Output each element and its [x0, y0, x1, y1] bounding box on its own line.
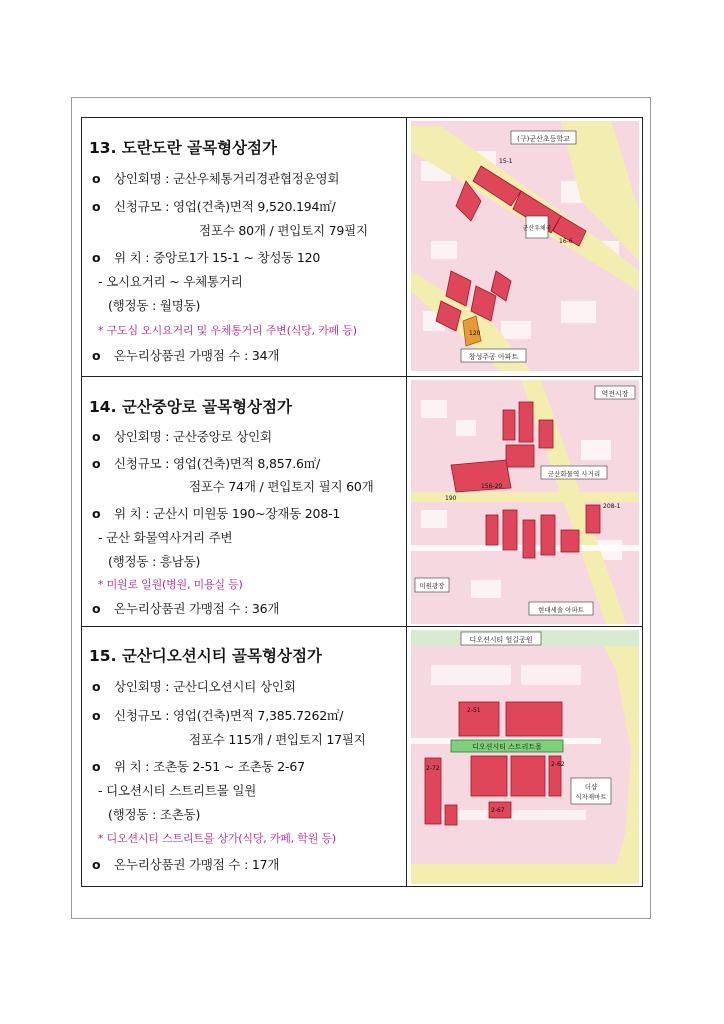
sections-table — [81, 117, 643, 887]
district-line: (행정동 : 월명동) — [108, 298, 201, 313]
map-label: 디오션시티 헐길공원 — [469, 636, 533, 644]
section-14-map — [407, 377, 642, 626]
stores-line: o 온누리상품권 가맹점 수 : 34개 — [92, 348, 280, 363]
district-line: (행정동 : 흥남동) — [108, 554, 201, 569]
map-label: 현대세솔 아파트 — [537, 606, 585, 614]
stores-line: o 온누리상품권 가맹점 수 : 17개 — [92, 857, 280, 872]
map-label: 2-67 — [491, 807, 505, 814]
scale-line-2: 점포수 80개 / 편입토지 79필지 — [199, 223, 368, 238]
map-label: 2-62 — [551, 761, 565, 768]
map-label: 미원광장 — [419, 582, 445, 590]
scale-line-1: o 신청규모 : 영업(건축)면적 8,857.6㎡/ — [92, 456, 321, 471]
map-label: (구)군산초등학교 — [517, 135, 570, 143]
location-line: o 위 치 : 조촌동 2-51 ~ 조촌동 2-67 — [92, 759, 305, 774]
scale-line-1: o 신청규모 : 영업(건축)면적 7,385.7262㎡/ — [92, 708, 344, 723]
scale-line-2: 점포수 115개 / 편입토지 17필지 — [189, 732, 366, 747]
map-label: 역전시장 — [601, 390, 629, 398]
note-line: * 구도심 오시요거리 및 우체통거리 주변(식당, 카페 등) — [98, 324, 357, 337]
scale-line-2: 점포수 74개 / 편입토지 필지 60개 — [189, 479, 374, 494]
map-image — [411, 121, 639, 371]
section-13-row — [82, 118, 642, 376]
section-title: 14. 군산중앙로 골목형상점가 — [89, 398, 292, 416]
section-15-row — [82, 626, 642, 886]
map-label: 208-1 — [603, 503, 621, 510]
section-14-text — [82, 377, 407, 626]
association-line: o 상인회명 : 군산디오션시티 상인회 — [92, 679, 296, 694]
map-label: 군산화물역 사거리 — [547, 470, 601, 478]
location-line: o 위 치 : 중앙로1가 15-1 ~ 창성동 120 — [92, 250, 321, 265]
association-line: o 상인회명 : 군산중앙로 상인회 — [92, 429, 272, 444]
map-label: 120 — [469, 330, 481, 337]
map-label: 190 — [445, 495, 457, 502]
section-14-row — [82, 376, 642, 626]
street-line: - 오시요거리 ~ 우체통거리 — [98, 274, 243, 289]
stores-line: o 온누리상품권 가맹점 수 : 36개 — [92, 601, 280, 616]
map-label: 더샵 — [584, 783, 598, 791]
map-label: 2-51 — [467, 707, 481, 714]
section-title: 13. 도란도란 골목형상점가 — [89, 139, 277, 157]
section-13-text — [82, 118, 407, 376]
map-label: 군산우체국 — [522, 225, 552, 232]
map-label: 디오션시티 스트리트몰 — [472, 743, 542, 751]
district-line: (행정동 : 조촌동) — [108, 807, 201, 822]
map-label: 식자재마트 — [575, 793, 607, 801]
map-label: 창성주공 아파트 — [468, 353, 519, 361]
map-label: 156-20 — [481, 483, 503, 490]
street-line: - 디오션시티 스트리트몰 일원 — [98, 783, 257, 798]
note-line: * 디오션시티 스트리트몰 상가(식당, 카페, 학원 등) — [98, 832, 336, 845]
section-13-map — [407, 118, 642, 376]
map-label: 16-6 — [559, 238, 573, 245]
scale-line-1: o 신청규모 : 영업(건축)면적 9,520.194㎡/ — [92, 199, 336, 214]
association-line: o 상인회명 : 군산우체통거리경관협정운영회 — [92, 171, 340, 186]
section-15-map — [407, 627, 642, 886]
map-image — [411, 380, 639, 624]
map-label: 2-72 — [426, 765, 440, 772]
note-line: * 미원로 일원(병원, 미용실 등) — [98, 578, 243, 591]
street-line: - 군산 화물역사거리 주변 — [98, 530, 233, 545]
location-line: o 위 치 : 군산시 미원동 190~장재동 208-1 — [92, 506, 341, 521]
section-title: 15. 군산디오션시티 골목형상점가 — [89, 647, 322, 665]
map-image — [411, 630, 639, 884]
map-label: 15-1 — [499, 158, 513, 165]
section-15-text — [82, 627, 407, 886]
